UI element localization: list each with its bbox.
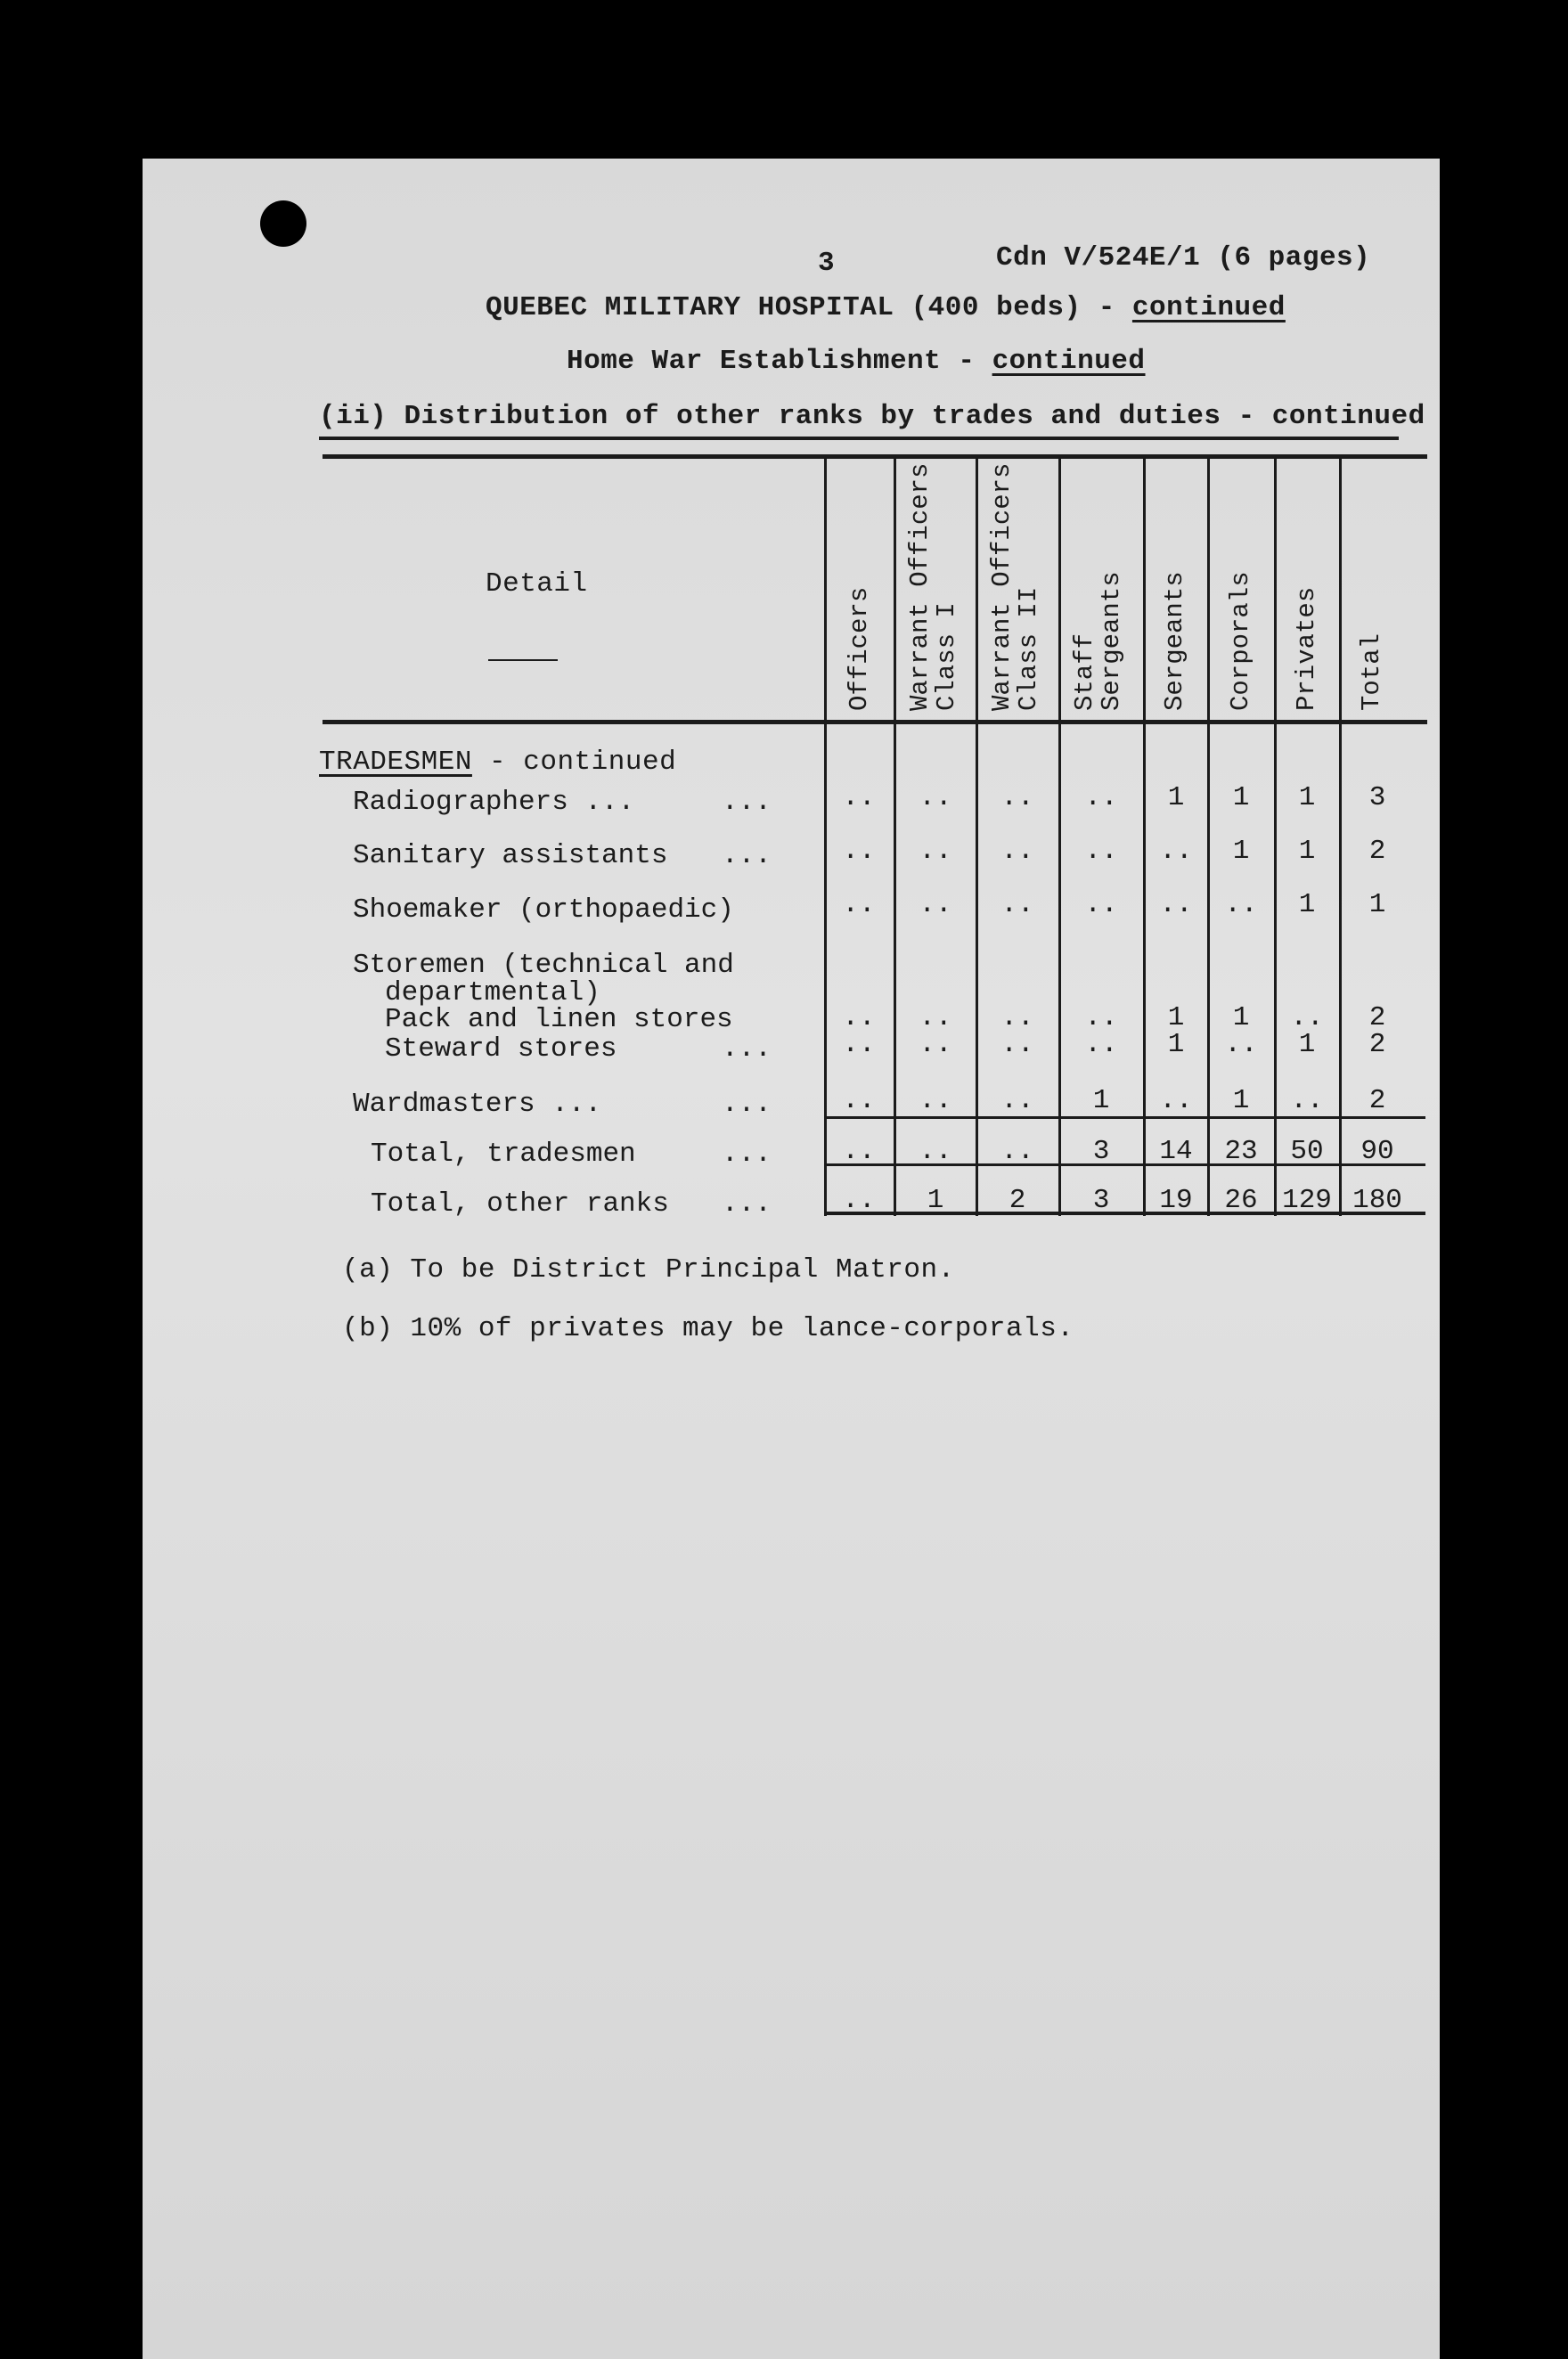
- column-header-staff-sergeants: Staff Sergeants: [1070, 571, 1126, 711]
- table-cell: 1: [1232, 1085, 1250, 1116]
- punch-hole: [260, 200, 306, 247]
- table-cell: ..: [1000, 836, 1034, 867]
- table-cell: ..: [1290, 1002, 1324, 1033]
- table-cell: ..: [919, 836, 952, 867]
- table-header-rule: [323, 720, 1427, 724]
- table-cell: ..: [1159, 1085, 1193, 1116]
- table-cell: ..: [842, 1136, 876, 1167]
- row-label-total-other-ranks: Total, other ranks: [371, 1188, 669, 1220]
- group-heading: TRADESMEN - continued: [319, 747, 677, 778]
- table-cell: ..: [1159, 836, 1193, 867]
- table-cell: 50: [1290, 1136, 1324, 1167]
- table-cell: ..: [1084, 1029, 1118, 1060]
- table-cell: 3: [1092, 1136, 1110, 1167]
- row-leader-dots: ...: [722, 1139, 772, 1170]
- table-cell: 1: [1298, 1029, 1316, 1060]
- document-title: QUEBEC MILITARY HOSPITAL (400 beds) - continued: [486, 292, 1286, 323]
- subtotal-rule: [824, 1116, 1425, 1119]
- table-cell: ..: [1084, 1002, 1118, 1033]
- table-cell: ..: [919, 1085, 952, 1116]
- column-header-wo-class-2: Warrant Officers Class II: [987, 462, 1043, 711]
- table-cell: 129: [1282, 1185, 1332, 1216]
- table-cell: ..: [842, 1185, 876, 1216]
- table-cell: 90: [1360, 1136, 1394, 1167]
- table-cell: ..: [842, 889, 876, 920]
- col-divider: [1274, 454, 1277, 1216]
- table-cell: ..: [1290, 1085, 1324, 1116]
- table-cell: ..: [919, 1029, 952, 1060]
- table-cell: ..: [842, 1002, 876, 1033]
- table-cell: 2: [1368, 1085, 1386, 1116]
- footnote-a: (a) To be District Principal Matron.: [342, 1254, 955, 1286]
- row-label-radiographers: Radiographers ...: [353, 787, 635, 818]
- table-cell: 1: [1232, 836, 1250, 867]
- row-label-sanitary: Sanitary assistants: [353, 840, 668, 871]
- column-header-total: Total: [1357, 633, 1386, 711]
- table-cell: ..: [1000, 889, 1034, 920]
- table-cell: 1: [1298, 836, 1316, 867]
- row-leader-dots: ...: [722, 787, 772, 818]
- row-label-pack-linen: Pack and linen stores: [385, 1004, 733, 1035]
- table-cell: 2: [1368, 1002, 1386, 1033]
- table-cell: ..: [1084, 836, 1118, 867]
- table-cell: 3: [1368, 782, 1386, 813]
- table-top-rule: [323, 454, 1427, 459]
- table-cell: 1: [1298, 782, 1316, 813]
- row-label-steward: Steward stores: [385, 1033, 617, 1065]
- column-header-officers: Officers: [845, 586, 874, 711]
- col-divider: [976, 454, 978, 1216]
- table-cell: 23: [1224, 1136, 1258, 1167]
- page-number: 3: [818, 248, 836, 279]
- document-subtitle: Home War Establishment - continued: [567, 346, 1146, 377]
- column-header-wo-class-1: Warrant Officers Class I: [905, 462, 961, 711]
- table-cell: 1: [1232, 782, 1250, 813]
- table-cell: ..: [842, 782, 876, 813]
- col-divider: [894, 454, 896, 1216]
- table-cell: 26: [1224, 1185, 1258, 1216]
- row-leader-dots: ...: [722, 1188, 772, 1220]
- column-header-corporals: Corporals: [1226, 571, 1255, 711]
- document-reference: Cdn V/524E/1 (6 pages): [996, 242, 1371, 273]
- table-cell: ..: [1084, 782, 1118, 813]
- table-cell: ..: [1224, 889, 1258, 920]
- table-cell: ..: [842, 836, 876, 867]
- table-cell: ..: [1000, 1136, 1034, 1167]
- section-underline: [319, 437, 1399, 440]
- table-cell: ..: [919, 1136, 952, 1167]
- col-divider: [1143, 454, 1146, 1216]
- row-leader-dots: ...: [722, 840, 772, 871]
- table-cell: ..: [1224, 1029, 1258, 1060]
- table-cell: 2: [1368, 836, 1386, 867]
- col-divider: [1207, 454, 1210, 1216]
- table-cell: 2: [1368, 1029, 1386, 1060]
- table-cell: 1: [927, 1185, 944, 1216]
- table-cell: ..: [1000, 782, 1034, 813]
- table-cell: 2: [1009, 1185, 1026, 1216]
- row-leader-dots: ...: [722, 1033, 772, 1065]
- detail-header: Detail: [486, 568, 588, 600]
- table-cell: 1: [1167, 1029, 1185, 1060]
- row-label-total-tradesmen: Total, tradesmen: [371, 1139, 636, 1170]
- table-cell: 1: [1368, 889, 1386, 920]
- table-cell: ..: [842, 1085, 876, 1116]
- table-cell: ..: [919, 782, 952, 813]
- table-cell: ..: [1084, 889, 1118, 920]
- table-cell: 1: [1298, 889, 1316, 920]
- column-header-sergeants: Sergeants: [1160, 571, 1189, 711]
- table-cell: ..: [1000, 1029, 1034, 1060]
- table-cell: ..: [919, 889, 952, 920]
- table-cell: 14: [1159, 1136, 1193, 1167]
- table-cell: ..: [1000, 1002, 1034, 1033]
- row-label-storemen: Storemen (technical and: [353, 950, 734, 981]
- table-cell: 19: [1159, 1185, 1193, 1216]
- table-cell: ..: [1159, 889, 1193, 920]
- column-header-privates: Privates: [1292, 586, 1321, 711]
- footnote-b: (b) 10% of privates may be lance-corporals.: [342, 1313, 1074, 1344]
- detail-header-dash: [488, 659, 558, 661]
- table-cell: 1: [1092, 1085, 1110, 1116]
- col-divider: [1339, 454, 1342, 1216]
- row-label-wardmasters: Wardmasters ...: [353, 1089, 602, 1120]
- section-heading: (ii) Distribution of other ranks by trades and duties - continued: [319, 401, 1425, 432]
- table-cell: ..: [919, 1002, 952, 1033]
- table-cell: 1: [1167, 1002, 1185, 1033]
- table-cell: 3: [1092, 1185, 1110, 1216]
- col-divider: [1058, 454, 1061, 1216]
- row-leader-dots: ...: [722, 1089, 772, 1120]
- table-cell: ..: [842, 1029, 876, 1060]
- col-divider: [824, 454, 827, 1216]
- row-label-departmental: departmental): [385, 977, 600, 1008]
- row-label-shoemaker: Shoemaker (orthopaedic): [353, 894, 734, 926]
- table-cell: 1: [1167, 782, 1185, 813]
- table-cell: ..: [1000, 1085, 1034, 1116]
- table-cell: 1: [1232, 1002, 1250, 1033]
- table-cell: 180: [1352, 1185, 1402, 1216]
